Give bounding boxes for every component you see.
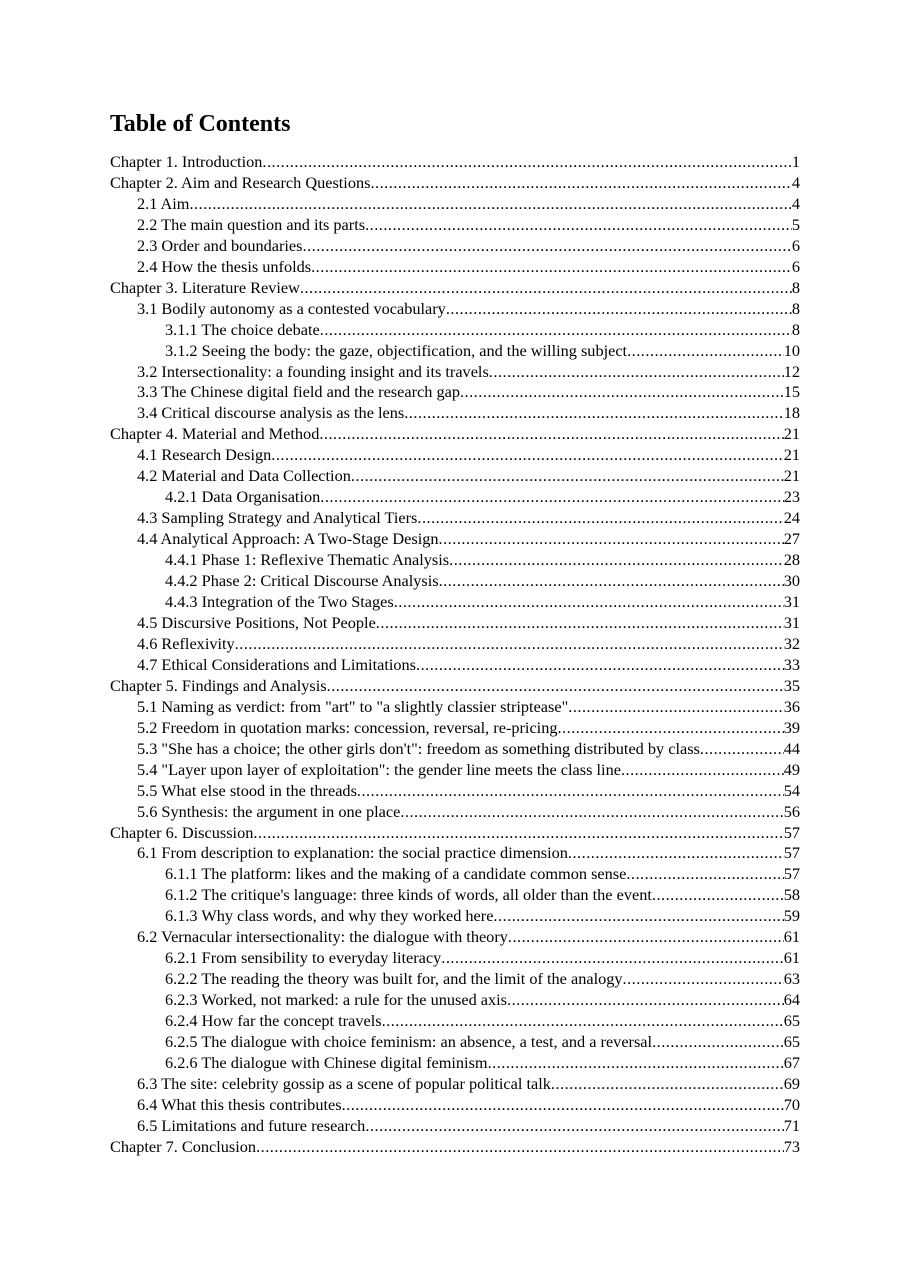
toc-entry-label: 3.3 The Chinese digital field and the research gap bbox=[137, 382, 460, 402]
toc-dot-leader bbox=[621, 760, 784, 781]
toc-entry[interactable] bbox=[110, 1095, 800, 1116]
toc-entry-page-number: 33 bbox=[783, 654, 800, 674]
toc-dot-leader bbox=[370, 173, 791, 194]
toc-entry-page-number: 64 bbox=[783, 990, 800, 1010]
toc-entry-page-number: 8 bbox=[791, 298, 800, 318]
toc-dot-leader bbox=[253, 823, 783, 844]
toc-entry-label: 4.6 Reflexivity bbox=[137, 633, 235, 653]
toc-entry-label: 5.2 Freedom in quotation marks: concession, reversal, re-pricing bbox=[137, 717, 558, 737]
toc-entry-label: 2.3 Order and boundaries bbox=[137, 235, 303, 255]
toc-entry-page-number: 67 bbox=[783, 1052, 800, 1072]
toc-entry-page-number: 5 bbox=[791, 214, 800, 234]
toc-entry-label: 3.2 Intersectionality: a founding insight and its travels bbox=[137, 361, 489, 381]
toc-dot-leader bbox=[439, 571, 784, 592]
toc-entry-label: 6.1.2 The critique's language: three kinds of words, all older than the event bbox=[165, 885, 652, 905]
toc-entry[interactable] bbox=[110, 676, 800, 697]
toc-entry-label: 6.2.3 Worked, not marked: a rule for the unused axis bbox=[165, 990, 508, 1010]
toc-entry-label: 4.4.2 Phase 2: Critical Discourse Analysis bbox=[165, 571, 439, 591]
toc-entry-label: Chapter 4. Material and Method bbox=[110, 424, 320, 444]
toc-entry-page-number: 70 bbox=[783, 1094, 800, 1114]
toc-entry-label: 6.2.1 From sensibility to everyday literacy bbox=[165, 948, 442, 968]
toc-entry-page-number: 31 bbox=[783, 592, 800, 612]
toc-dot-leader bbox=[508, 927, 784, 948]
toc-entry[interactable] bbox=[110, 927, 800, 948]
toc-entry-page-number: 58 bbox=[783, 885, 800, 905]
toc-entry-label: Chapter 6. Discussion bbox=[110, 822, 254, 842]
toc-entry[interactable] bbox=[110, 194, 800, 215]
toc-entry-page-number: 49 bbox=[783, 759, 800, 779]
toc-entry[interactable] bbox=[110, 885, 800, 906]
toc-dot-leader bbox=[623, 969, 784, 990]
toc-entry[interactable] bbox=[110, 529, 800, 550]
toc-dot-leader bbox=[376, 613, 784, 634]
toc-entry[interactable] bbox=[110, 362, 800, 383]
toc-entry-label: 4.3 Sampling Strategy and Analytical Tiers bbox=[137, 508, 418, 528]
toc-dot-leader bbox=[493, 906, 783, 927]
toc-dot-leader bbox=[365, 215, 792, 236]
toc-entry-label: 3.4 Critical discourse analysis as the lens bbox=[137, 403, 405, 423]
toc-entry-label: 6.2 Vernacular intersectionality: the dialogue with theory bbox=[137, 927, 508, 947]
toc-dot-leader bbox=[700, 739, 784, 760]
toc-entry-page-number: 56 bbox=[783, 801, 800, 821]
toc-dot-leader bbox=[568, 843, 784, 864]
toc-entry[interactable] bbox=[110, 278, 800, 299]
toc-entry[interactable] bbox=[110, 173, 800, 194]
toc-entry-label: 5.6 Synthesis: the argument in one place bbox=[137, 801, 401, 821]
toc-entry-page-number: 27 bbox=[783, 529, 800, 549]
toc-entry-label: 6.2.2 The reading the theory was built for, and the limit of the analogy bbox=[165, 969, 623, 989]
toc-entry-page-number: 28 bbox=[783, 550, 800, 570]
toc-dot-leader bbox=[271, 445, 783, 466]
toc-entry-page-number: 21 bbox=[783, 424, 800, 444]
toc-dot-leader bbox=[507, 990, 784, 1011]
toc-dot-leader bbox=[557, 718, 783, 739]
toc-entry[interactable] bbox=[110, 990, 800, 1011]
toc-entry-label: 4.1 Research Design bbox=[137, 445, 272, 465]
toc-entry-page-number: 10 bbox=[783, 340, 800, 360]
toc-dot-leader bbox=[488, 1053, 784, 1074]
toc-entry-label: Chapter 1. Introduction bbox=[110, 152, 263, 171]
toc-entry-page-number: 59 bbox=[783, 906, 800, 926]
toc-entry[interactable] bbox=[110, 320, 800, 341]
toc-dot-leader bbox=[446, 299, 792, 320]
toc-dot-leader bbox=[652, 1032, 784, 1053]
toc-entry-page-number: 6 bbox=[791, 256, 800, 276]
toc-entry-page-number: 8 bbox=[791, 277, 800, 297]
toc-entry-page-number: 35 bbox=[783, 675, 800, 695]
toc-dot-leader bbox=[327, 676, 784, 697]
toc-entry-label: 6.5 Limitations and future research bbox=[137, 1115, 366, 1135]
toc-entry-page-number: 24 bbox=[783, 508, 800, 528]
toc-dot-leader bbox=[311, 257, 792, 278]
toc-entry[interactable] bbox=[110, 550, 800, 571]
toc-entry-label: 2.2 The main question and its parts bbox=[137, 214, 366, 234]
toc-entry[interactable] bbox=[110, 864, 800, 885]
toc-dot-leader bbox=[342, 1095, 784, 1116]
toc-entry[interactable] bbox=[110, 508, 800, 529]
toc-entry[interactable] bbox=[110, 843, 800, 864]
toc-entry[interactable] bbox=[110, 341, 800, 362]
toc-entry[interactable] bbox=[110, 739, 800, 760]
toc-entry-label: 6.2.4 How far the concept travels bbox=[165, 1011, 382, 1031]
toc-entry-page-number: 61 bbox=[783, 948, 800, 968]
toc-dot-leader bbox=[449, 550, 784, 571]
toc-entry-page-number: 57 bbox=[783, 843, 800, 863]
toc-dot-leader bbox=[302, 236, 791, 257]
toc-entry-page-number: 4 bbox=[791, 193, 800, 213]
toc-entry[interactable] bbox=[110, 802, 800, 823]
toc-entry-page-number: 39 bbox=[783, 717, 800, 737]
toc-entry-label: 6.2.5 The dialogue with choice feminism: an absence, a test, and a reversal bbox=[165, 1032, 653, 1052]
toc-entry-label: 6.1 From description to explanation: the social practice dimension bbox=[137, 843, 568, 863]
toc-entry[interactable] bbox=[110, 487, 800, 508]
toc-entry-page-number: 63 bbox=[783, 969, 800, 989]
toc-entry[interactable] bbox=[110, 906, 800, 927]
toc-entry[interactable] bbox=[110, 718, 800, 739]
toc-entry-label: 5.1 Naming as verdict: from "art" to "a slightly classier striptease" bbox=[137, 696, 569, 716]
toc-entry-page-number: 15 bbox=[783, 382, 800, 402]
toc-dot-leader bbox=[441, 948, 783, 969]
toc-entry[interactable] bbox=[110, 466, 800, 487]
toc-entry[interactable] bbox=[110, 823, 800, 844]
toc-entry[interactable] bbox=[110, 781, 800, 802]
toc-entry-label: 5.3 "She has a choice; the other girls don't": freedom as something distributed by class bbox=[137, 738, 700, 758]
toc-entry-label: 4.2.1 Data Organisation bbox=[165, 487, 321, 507]
toc-dot-leader bbox=[256, 1137, 784, 1158]
toc-entry-label: 6.1.1 The platform: likes and the making of a candidate common sense bbox=[165, 864, 627, 884]
toc-dot-leader bbox=[652, 885, 784, 906]
toc-entry-label: Chapter 3. Literature Review bbox=[110, 277, 300, 297]
toc-dot-leader bbox=[568, 697, 783, 718]
toc-entry-page-number: 21 bbox=[783, 445, 800, 465]
toc-entry-page-number: 61 bbox=[783, 927, 800, 947]
toc-entry[interactable] bbox=[110, 1116, 800, 1137]
toc-entry-page-number: 21 bbox=[783, 466, 800, 486]
toc-entry[interactable] bbox=[110, 613, 800, 634]
toc-entry-page-number: 31 bbox=[783, 612, 800, 632]
toc-dot-leader bbox=[319, 424, 783, 445]
toc-list bbox=[110, 152, 800, 1158]
toc-entry-page-number: 57 bbox=[783, 864, 800, 884]
toc-entry[interactable] bbox=[110, 760, 800, 781]
toc-dot-leader bbox=[189, 194, 791, 215]
toc-entry-label: 4.5 Discursive Positions, Not People bbox=[137, 612, 376, 632]
toc-entry-page-number: 8 bbox=[791, 319, 800, 339]
toc-entry-page-number: 4 bbox=[791, 172, 800, 192]
toc-entry-page-number: 36 bbox=[783, 696, 800, 716]
toc-entry-label: 2.1 Aim bbox=[137, 193, 190, 213]
toc-entry-label: 2.4 How the thesis unfolds bbox=[137, 256, 312, 276]
toc-entry[interactable] bbox=[110, 403, 800, 424]
toc-entry[interactable] bbox=[110, 1011, 800, 1032]
toc-dot-leader bbox=[627, 341, 784, 362]
toc-title: Table of Contents bbox=[110, 111, 291, 137]
toc-entry-page-number: 12 bbox=[783, 361, 800, 381]
toc-entry[interactable] bbox=[110, 697, 800, 718]
toc-entry-label: 5.5 What else stood in the threads bbox=[137, 780, 357, 800]
toc-dot-leader bbox=[382, 1011, 784, 1032]
toc-entry[interactable] bbox=[110, 1074, 800, 1095]
toc-entry-page-number: 18 bbox=[783, 403, 800, 423]
toc-entry-label: Chapter 5. Findings and Analysis bbox=[110, 675, 327, 695]
toc-dot-leader bbox=[365, 1116, 783, 1137]
toc-entry-page-number: 65 bbox=[783, 1011, 800, 1031]
toc-entry-page-number: 1 bbox=[791, 152, 800, 171]
toc-entry-label: 6.1.3 Why class words, and why they worked here bbox=[165, 906, 494, 926]
toc-entry-page-number: 69 bbox=[783, 1073, 800, 1093]
toc-entry-label: 4.7 Ethical Considerations and Limitations bbox=[137, 654, 416, 674]
toc-dot-leader bbox=[262, 152, 791, 173]
toc-dot-leader bbox=[460, 382, 784, 403]
toc-dot-leader bbox=[417, 508, 783, 529]
toc-entry-label: 4.4.1 Phase 1: Reflexive Thematic Analysis bbox=[165, 550, 450, 570]
toc-entry[interactable] bbox=[110, 655, 800, 676]
toc-entry-page-number: 73 bbox=[783, 1136, 800, 1156]
toc-entry[interactable] bbox=[110, 571, 800, 592]
toc-entry[interactable] bbox=[110, 948, 800, 969]
toc-dot-leader bbox=[439, 529, 784, 550]
toc-entry-label: 3.1 Bodily autonomy as a contested vocabulary bbox=[137, 298, 446, 318]
toc-entry[interactable] bbox=[110, 634, 800, 655]
toc-dot-leader bbox=[394, 592, 784, 613]
toc-entry[interactable] bbox=[110, 445, 800, 466]
toc-entry-label: 5.4 "Layer upon layer of exploitation": the gender line meets the class line bbox=[137, 759, 621, 779]
toc-entry-page-number: 44 bbox=[783, 738, 800, 758]
toc-entry-page-number: 71 bbox=[783, 1115, 800, 1135]
toc-entry-page-number: 30 bbox=[783, 571, 800, 591]
toc-entry-label: 6.3 The site: celebrity gossip as a scene of popular political talk bbox=[137, 1073, 551, 1093]
toc-entry-page-number: 65 bbox=[783, 1032, 800, 1052]
toc-dot-leader bbox=[351, 466, 784, 487]
toc-dot-leader bbox=[489, 362, 784, 383]
toc-entry[interactable] bbox=[110, 152, 800, 173]
toc-entry[interactable] bbox=[110, 1032, 800, 1053]
toc-dot-leader bbox=[320, 487, 783, 508]
toc-entry-label: 4.4 Analytical Approach: A Two-Stage Design bbox=[137, 529, 439, 549]
toc-entry-page-number: 23 bbox=[783, 487, 800, 507]
toc-entry[interactable] bbox=[110, 382, 800, 403]
toc-entry[interactable] bbox=[110, 1137, 800, 1158]
toc-entry-label: 6.2.6 The dialogue with Chinese digital feminism bbox=[165, 1052, 488, 1072]
toc-entry[interactable] bbox=[110, 1053, 800, 1074]
toc-entry[interactable] bbox=[110, 299, 800, 320]
toc-dot-leader bbox=[357, 781, 784, 802]
toc-entry[interactable] bbox=[110, 424, 800, 445]
toc-entry[interactable] bbox=[110, 236, 800, 257]
toc-entry-label: 4.2 Material and Data Collection bbox=[137, 466, 351, 486]
toc-entry-page-number: 57 bbox=[783, 822, 800, 842]
toc-entry[interactable] bbox=[110, 257, 800, 278]
toc-dot-leader bbox=[551, 1074, 784, 1095]
toc-entry-page-number: 6 bbox=[791, 235, 800, 255]
toc-entry-label: 3.1.2 Seeing the body: the gaze, objectification, and the willing subject bbox=[165, 340, 628, 360]
toc-dot-leader bbox=[416, 655, 784, 676]
toc-entry-label: 3.1.1 The choice debate bbox=[165, 319, 320, 339]
toc-dot-leader bbox=[320, 320, 792, 341]
toc-entry[interactable] bbox=[110, 592, 800, 613]
toc-dot-leader bbox=[400, 802, 783, 823]
toc-entry-label: 4.4.3 Integration of the Two Stages bbox=[165, 592, 394, 612]
toc-entry-page-number: 32 bbox=[783, 633, 800, 653]
toc-dot-leader bbox=[404, 403, 783, 424]
toc-entry-page-number: 54 bbox=[783, 780, 800, 800]
toc-entry-label: Chapter 2. Aim and Research Questions bbox=[110, 172, 371, 192]
toc-entry[interactable] bbox=[110, 215, 800, 236]
toc-dot-leader bbox=[626, 864, 783, 885]
toc-entry-label: Chapter 7. Conclusion bbox=[110, 1136, 257, 1156]
toc-dot-leader bbox=[300, 278, 792, 299]
toc-entry-label: 6.4 What this thesis contributes bbox=[137, 1094, 342, 1114]
toc-entry[interactable] bbox=[110, 969, 800, 990]
toc-dot-leader bbox=[235, 634, 784, 655]
